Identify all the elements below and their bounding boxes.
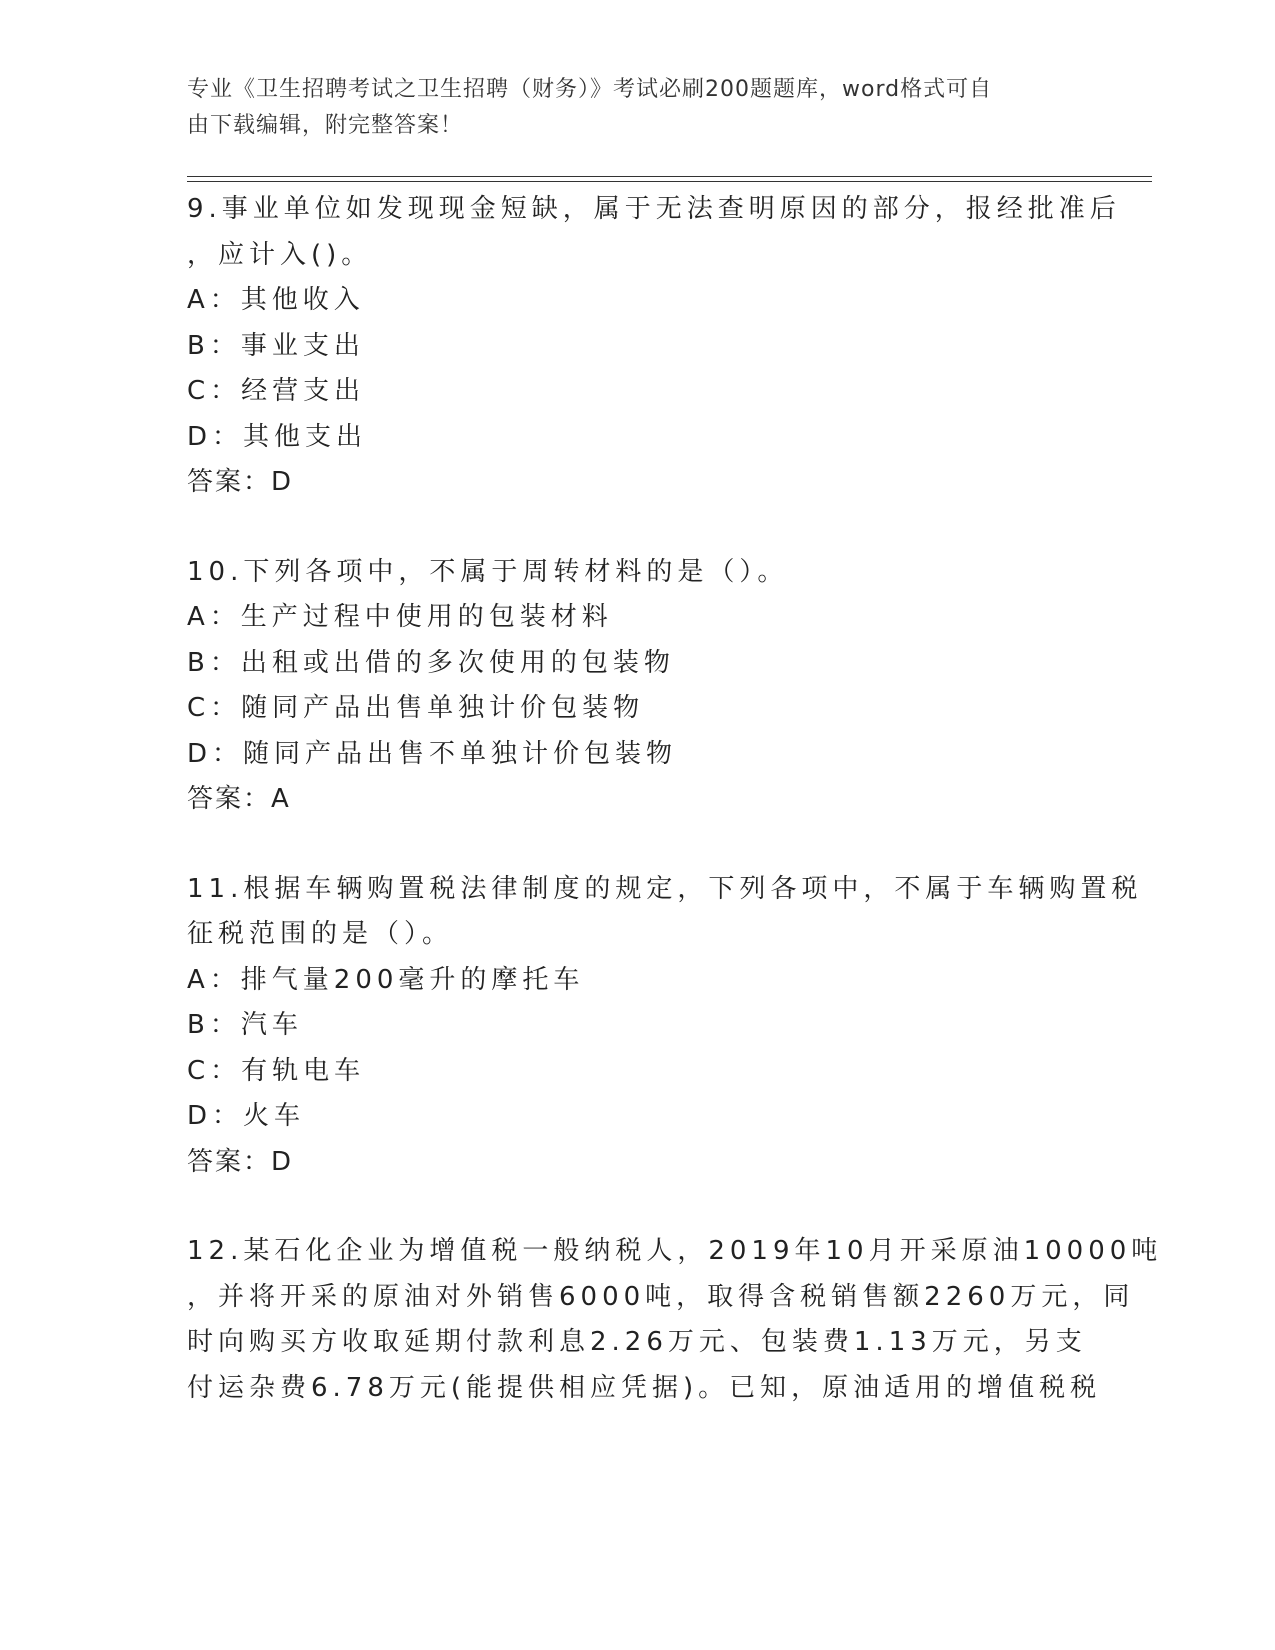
- option-c: C：经营支出: [187, 376, 366, 406]
- question-text-line: ，并将开采的原油对外销售6000吨，取得含税销售额2260万元，同: [187, 1281, 1135, 1312]
- question-11: [187, 867, 1143, 1186]
- question-text-line: ，应计入()。: [187, 239, 373, 270]
- header-line-1: 专业《卫生招聘考试之卫生招聘（财务）》考试必刷200题题库，word格式可自: [187, 77, 993, 102]
- question-text-line: 时向购买方收取延期付款利息2.26万元、包装费1.13万元，另支: [187, 1327, 1087, 1357]
- header-divider: [187, 176, 1152, 177]
- option-b: B：事业支出: [187, 330, 365, 361]
- question-text-line: 9.事业单位如发现现金短缺，属于无法查明原因的部分，报经批准后: [187, 194, 1121, 224]
- question-text-line: 12.某石化企业为增值税一般纳税人，2019年10月开采原油10000吨: [187, 1236, 1163, 1266]
- answer-line: 答案：D: [187, 1146, 294, 1177]
- question-text-line: 11.根据车辆购置税法律制度的规定，下列各项中，不属于车辆购置税: [187, 873, 1143, 904]
- option-b: B：汽车: [187, 1010, 303, 1040]
- option-c: C：随同产品出售单独计价包装物: [187, 693, 645, 723]
- option-d: D：其他支出: [187, 421, 368, 452]
- option-a: A：其他收入: [187, 285, 365, 315]
- answer-line: 答案：D: [187, 467, 294, 497]
- option-d: D：随同产品出售不单独计价包装物: [187, 738, 678, 769]
- header-divider-secondary: [187, 181, 1152, 182]
- question-12: [187, 1229, 1163, 1411]
- option-b: B：出租或出借的多次使用的包装物: [187, 647, 675, 678]
- question-text-line: 10.下列各项中，不属于周转材料的是（）。: [187, 556, 789, 587]
- question-text-line: 付运杂费6.78万元(能提供相应凭据)。已知，原油适用的增值税税: [187, 1372, 1102, 1403]
- question-9: [187, 187, 1121, 506]
- question-text-line: 征税范围的是（）。: [187, 919, 454, 949]
- question-list: [187, 187, 1163, 1455]
- answer-line: 答案：A: [187, 784, 291, 814]
- option-c: C：有轨电车: [187, 1055, 366, 1086]
- option-a: A：生产过程中使用的包装材料: [187, 602, 613, 632]
- header-line-2: 由下载编辑，附完整答案！: [187, 113, 464, 138]
- page-header: [187, 72, 1067, 144]
- option-a: A：排气量200毫升的摩托车: [187, 964, 585, 995]
- option-d: D：火车: [187, 1101, 306, 1131]
- question-10: [187, 550, 1087, 823]
